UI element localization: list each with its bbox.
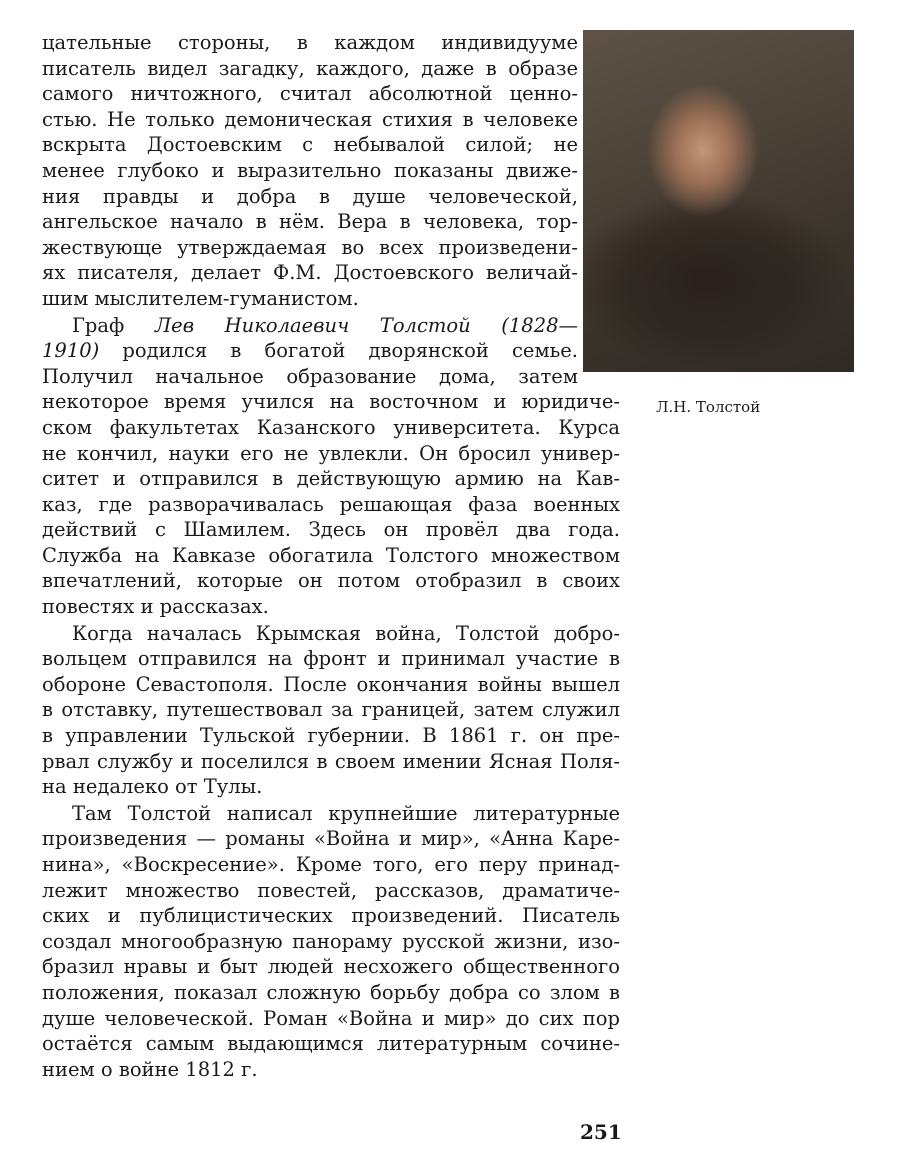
text-line: Получил начальное образование дома, затем [42, 364, 578, 388]
text-line: ях писателя, делает Ф.М. Достоевского величай- [42, 261, 578, 285]
text-line: ских и публицистических произведений. Писатель [42, 904, 620, 928]
text-line: Когда началась Крымская война, Толстой добро- [72, 621, 620, 645]
italic-text: 1910) [42, 339, 100, 363]
text-line: впечатлений, которые он потом отобразил в своих [42, 569, 620, 593]
text-line: нием о войне 1812 г. [42, 1057, 258, 1081]
text-line: обороне Севастополя. После окончания войны вышел [42, 672, 620, 696]
paragraph-3 [42, 621, 620, 800]
paragraph-4 [42, 801, 620, 1083]
text-line: ния правды и добра в душе человеческой, [42, 184, 578, 208]
text-line: вольцем отправился на фронт и принимал участие в [42, 647, 620, 671]
italic-text: Лев Николаевич Толстой (1828— [154, 313, 578, 337]
text-line: менее глубоко и выразительно показаны движе- [42, 158, 578, 182]
text-line: произведения — романы «Война и мир», «Анна Каре- [42, 827, 620, 851]
text-line: не кончил, науки его не увлекли. Он бросил универ- [42, 441, 620, 465]
text-line: нина», «Воскресение». Кроме того, его перу принад- [42, 853, 620, 876]
portrait-image [583, 30, 854, 372]
text-line: создал многообразную панораму русской жизни, изо- [42, 929, 620, 953]
text-line: некоторое время учился на восточном и юридиче- [42, 390, 620, 414]
text-line: душе человеческой. Роман «Война и мир» до сих пор [42, 1006, 620, 1030]
text-line: шим мыслителем-гуманистом. [42, 286, 359, 310]
text-line: в отставку, путешествовал за границей, затем служил [42, 698, 620, 722]
text-line: действий с Шамилем. Здесь он провёл два года. [42, 518, 620, 542]
text-line: Граф Лев Николаевич Толстой (1828— [72, 313, 578, 337]
text-line: лежит множество повестей, рассказов, драматиче- [42, 878, 620, 902]
text-line: повестях и рассказах. [42, 595, 269, 619]
text-line: ситет и отправился в действующую армию на Кав- [42, 467, 620, 491]
text-line: каз, где разворачивалась решающая фаза военных [42, 492, 620, 516]
paragraph-1 [42, 30, 620, 312]
text-line: самого ничтожного, считал абсолютной ценно- [42, 82, 578, 106]
text-line: на недалеко от Тулы. [42, 775, 263, 799]
text-line: рвал службу и поселился в своем имении Ясная Поля- [42, 749, 620, 773]
text-line: бразил нравы и быт людей несхожего общественного [42, 955, 620, 979]
text-line: 1910) родился в богатой дворянской семье. [42, 339, 578, 363]
main-text-column [42, 30, 620, 1082]
text-line: жествующе утверждаемая во всех произведени- [42, 235, 578, 259]
text-line: остаётся самым выдающимся литературным сочине- [42, 1032, 620, 1056]
text-line: ском факультетах Казанского университета. Курса [42, 415, 620, 439]
text-line: в управлении Тульской губернии. В 1861 г. он пре- [42, 724, 620, 748]
page-number: 251 [580, 1120, 622, 1144]
text-line: цательные стороны, в каждом индивидууме [42, 31, 578, 54]
paragraph-2 [42, 313, 620, 620]
text-line: положения, показал сложную борьбу добра со злом в [42, 980, 620, 1004]
text-line: вскрыта Достоевским с небывалой силой; не [42, 133, 578, 157]
text-line: Служба на Кавказе обогатила Толстого множеством [42, 543, 620, 567]
text-line: стью. Не только демоническая стихия в человеке [42, 107, 578, 131]
text-line: писатель видел загадку, каждого, даже в образе [42, 56, 578, 80]
figure-caption: Л.Н. Толстой [656, 398, 761, 416]
text-line: ангельское начало в нём. Вера в человека, тор- [42, 210, 578, 234]
text-line: Там Толстой написал крупнейшие литературные [72, 801, 620, 825]
